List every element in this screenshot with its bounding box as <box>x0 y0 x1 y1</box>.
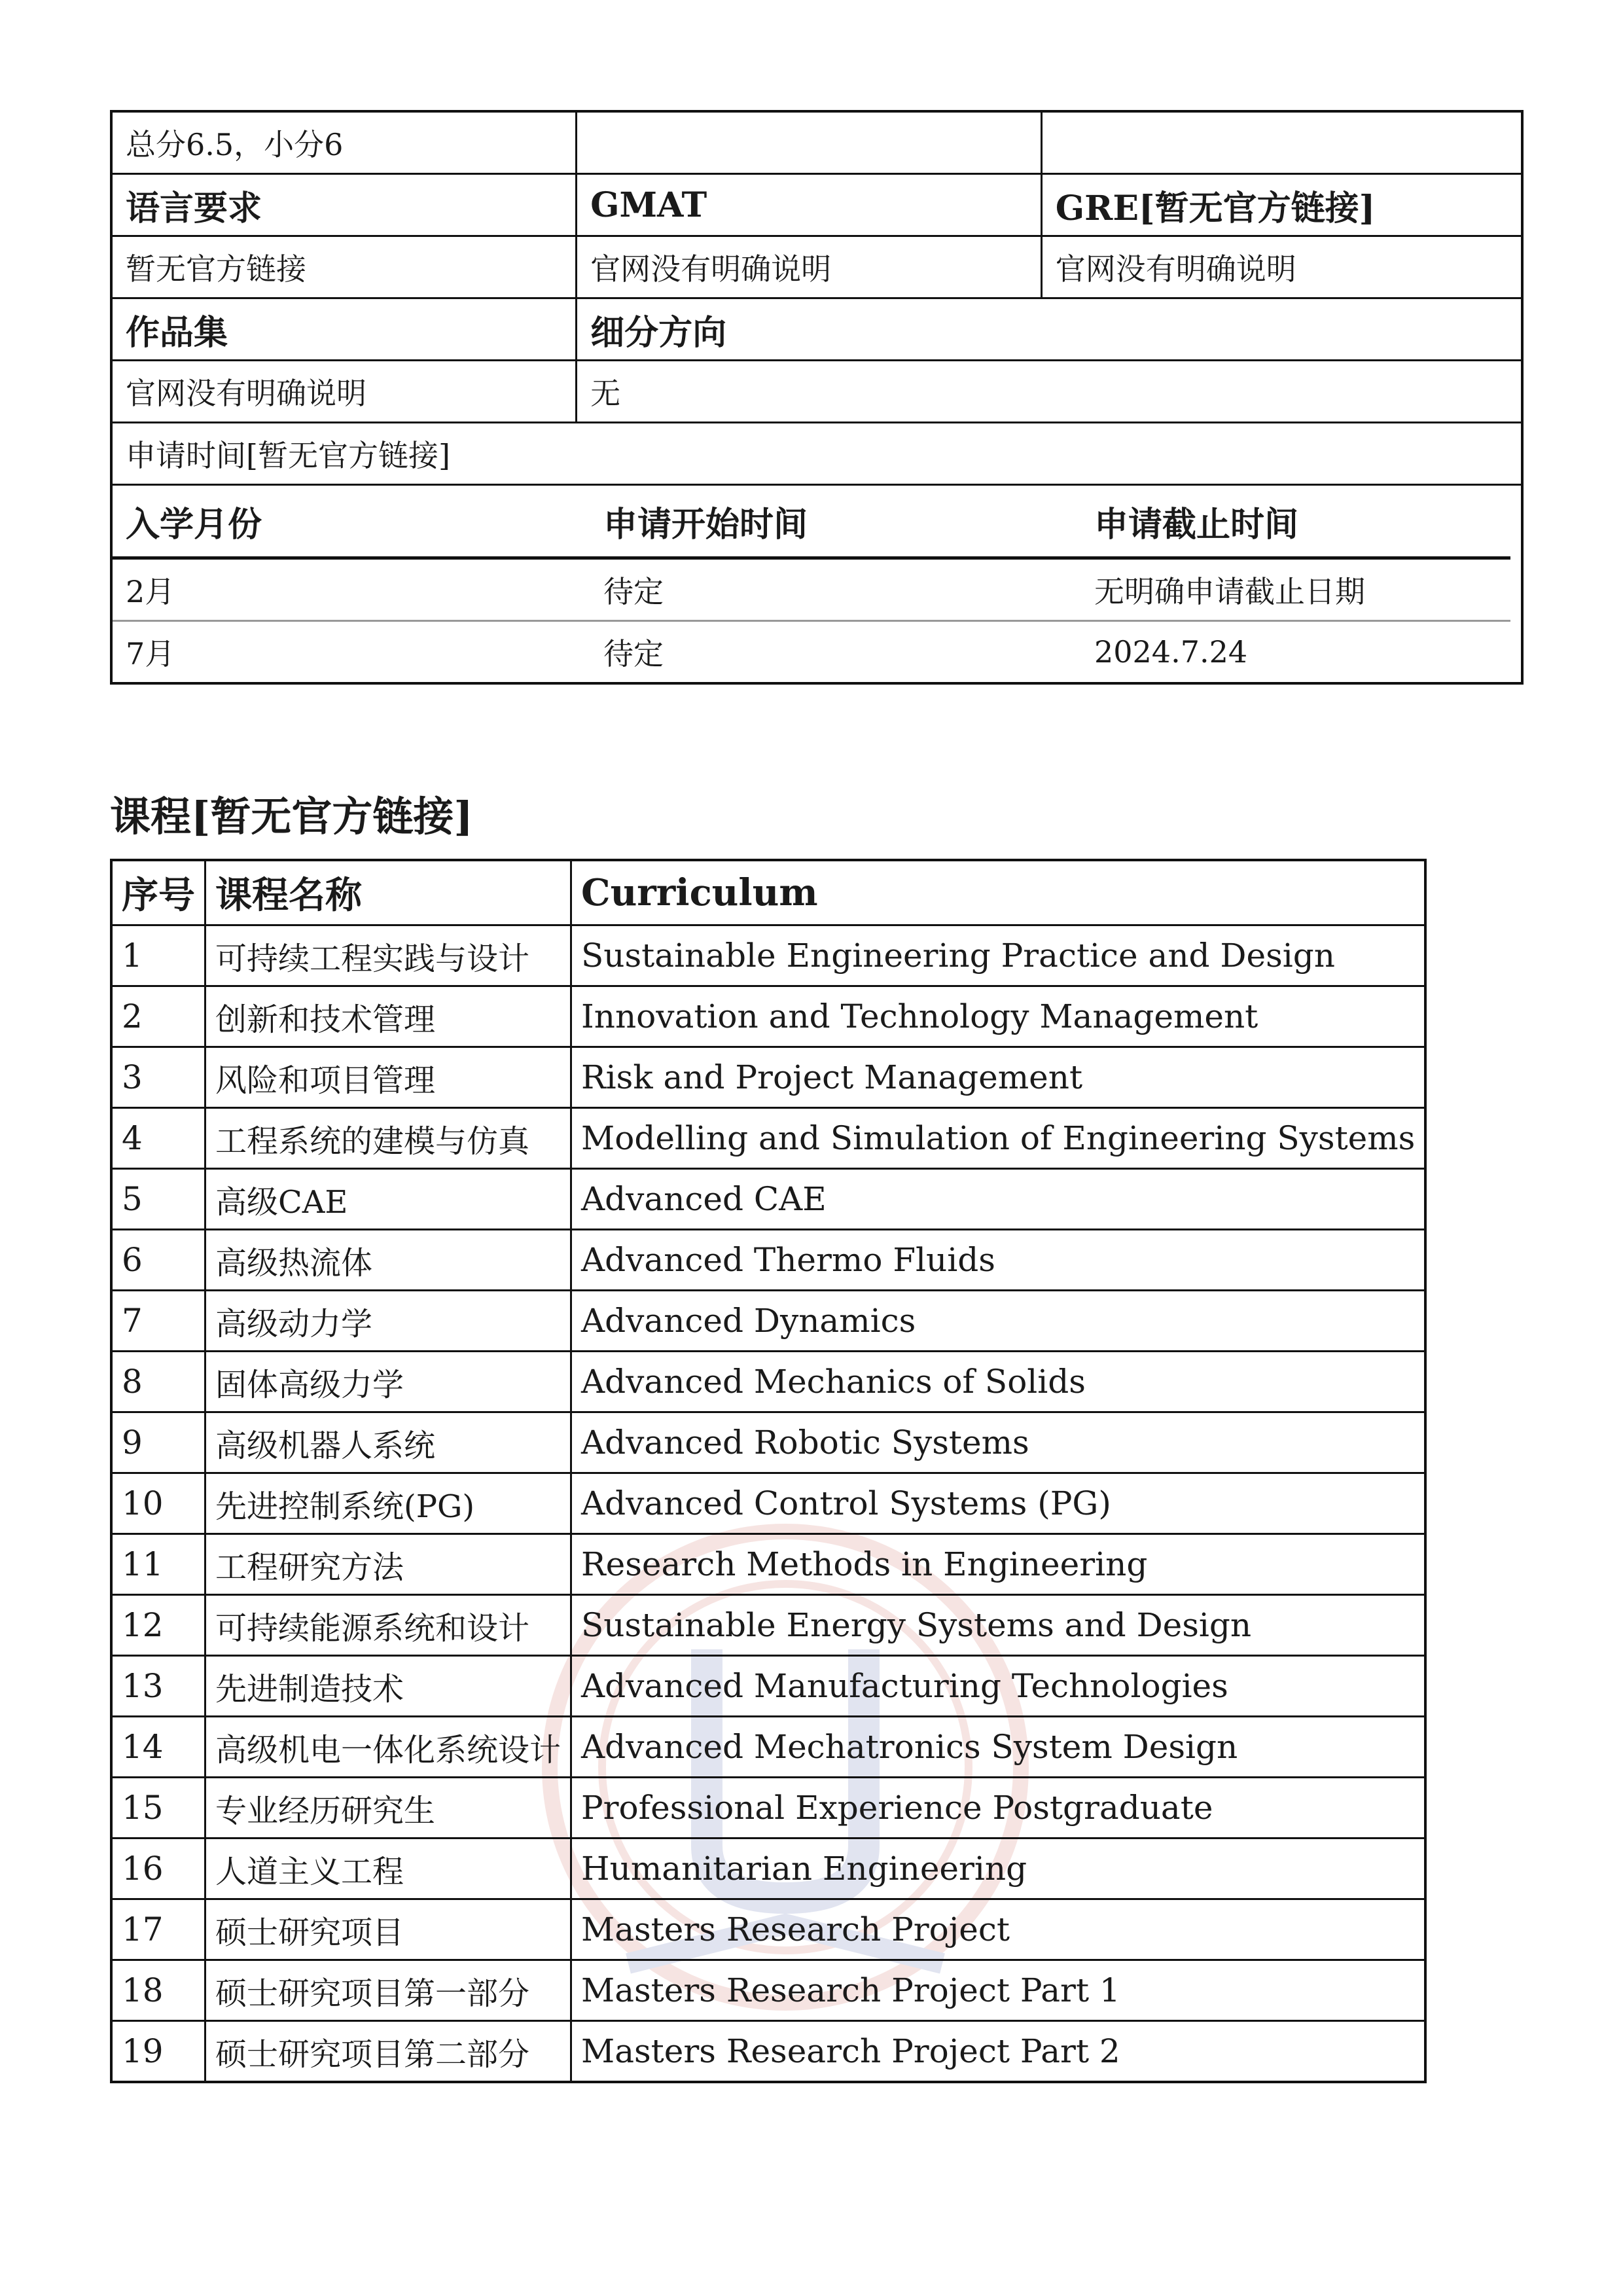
portfolio-value: 官网没有明确说明 <box>111 361 577 423</box>
gre-value: 官网没有明确说明 <box>1041 236 1522 298</box>
table-row <box>111 1169 1425 1230</box>
course-name-cn: 可持续能源系统和设计 <box>205 1595 571 1656</box>
course-index: 11 <box>111 1534 205 1595</box>
course-name-en: Research Methods in Engineering <box>571 1534 1426 1595</box>
course-name-cn: 专业经历研究生 <box>205 1778 571 1839</box>
table-row <box>111 1534 1425 1595</box>
course-name-en: Advanced Mechatronics System Design <box>571 1717 1426 1778</box>
course-name-en: Modelling and Simulation of Engineering Systems <box>571 1108 1426 1169</box>
course-name-cn: 高级热流体 <box>205 1230 571 1291</box>
table-row <box>111 1595 1425 1656</box>
course-index: 18 <box>111 1960 205 2021</box>
course-name-en: Advanced CAE <box>571 1169 1426 1230</box>
course-name-en: Sustainable Energy Systems and Design <box>571 1595 1426 1656</box>
course-name-en: Advanced Robotic Systems <box>571 1412 1426 1473</box>
course-name-cn: 高级CAE <box>205 1169 571 1230</box>
course-name-en: Advanced Control Systems (PG) <box>571 1473 1426 1534</box>
course-name-en: Professional Experience Postgraduate <box>571 1778 1426 1839</box>
empty-cell <box>1041 111 1522 174</box>
table-row <box>111 1839 1425 1899</box>
table-row <box>111 1108 1425 1169</box>
course-name-cn: 可持续工程实践与设计 <box>205 925 571 986</box>
deadline: 无明确申请截止日期 <box>1081 558 1510 621</box>
course-name-cn: 高级动力学 <box>205 1291 571 1352</box>
course-name-header: 课程名称 <box>205 860 571 925</box>
course-index: 1 <box>111 925 205 986</box>
course-index: 14 <box>111 1717 205 1778</box>
course-index: 10 <box>111 1473 205 1534</box>
course-index: 16 <box>111 1839 205 1899</box>
course-index: 9 <box>111 1412 205 1473</box>
table-row <box>111 361 1522 423</box>
table-row <box>111 111 1522 174</box>
course-name-cn: 先进制造技术 <box>205 1656 571 1717</box>
course-name-cn: 固体高级力学 <box>205 1352 571 1412</box>
course-name-cn: 风险和项目管理 <box>205 1047 571 1108</box>
language-value: 暂无官方链接 <box>111 236 577 298</box>
course-name-cn: 硕士研究项目第一部分 <box>205 1960 571 2021</box>
course-name-cn: 硕士研究项目 <box>205 1899 571 1960</box>
gmat-value: 官网没有明确说明 <box>577 236 1042 298</box>
portfolio-label: 作品集 <box>111 298 577 361</box>
table-row <box>111 174 1522 236</box>
course-index: 5 <box>111 1169 205 1230</box>
gmat-label: GMAT <box>577 174 1042 236</box>
start-time: 待定 <box>590 558 1081 621</box>
specialization-value: 无 <box>577 361 1522 423</box>
courses-body <box>111 925 1425 2083</box>
course-name-cn: 高级机器人系统 <box>205 1412 571 1473</box>
course-index: 15 <box>111 1778 205 1839</box>
empty-cell <box>577 111 1042 174</box>
deadline: 2024.7.24 <box>1094 634 1248 670</box>
course-name-en: Risk and Project Management <box>571 1047 1426 1108</box>
requirements-table <box>110 110 1524 685</box>
table-row <box>111 1230 1425 1291</box>
intake-month: 7月 <box>126 636 175 672</box>
table-row <box>111 1047 1425 1108</box>
course-index: 7 <box>111 1291 205 1352</box>
course-name-en: Advanced Manufacturing Technologies <box>571 1656 1426 1717</box>
course-index: 6 <box>111 1230 205 1291</box>
table-row <box>111 1960 1425 2021</box>
table-row <box>111 423 1522 485</box>
application-dates-table <box>113 486 1510 682</box>
table-row <box>111 986 1425 1047</box>
course-name-en: Sustainable Engineering Practice and Design <box>571 925 1426 986</box>
table-row <box>111 1717 1425 1778</box>
deadline-header: 申请截止时间 <box>1081 486 1510 558</box>
start-time-header: 申请开始时间 <box>590 486 1081 558</box>
course-name-en: Masters Research Project Part 2 <box>571 2021 1426 2083</box>
table-row <box>111 1291 1425 1352</box>
table-row <box>113 621 1510 683</box>
curriculum-header: Curriculum <box>571 860 1426 925</box>
table-row <box>111 1778 1425 1839</box>
course-name-cn: 工程研究方法 <box>205 1534 571 1595</box>
course-index: 4 <box>111 1108 205 1169</box>
table-row <box>111 1352 1425 1412</box>
course-index: 13 <box>111 1656 205 1717</box>
course-index: 2 <box>111 986 205 1047</box>
course-name-cn: 人道主义工程 <box>205 1839 571 1899</box>
intake-month: 2月 <box>113 558 590 621</box>
course-index: 8 <box>111 1352 205 1412</box>
table-header-row <box>111 860 1425 925</box>
table-row <box>113 558 1510 621</box>
table-row <box>111 1656 1425 1717</box>
course-index: 12 <box>111 1595 205 1656</box>
course-name-en: Advanced Dynamics <box>571 1291 1426 1352</box>
course-name-en: Advanced Thermo Fluids <box>571 1230 1426 1291</box>
table-row <box>111 1473 1425 1534</box>
course-name-en: Innovation and Technology Management <box>571 986 1426 1047</box>
index-header: 序号 <box>111 860 205 925</box>
course-name-cn: 工程系统的建模与仿真 <box>205 1108 571 1169</box>
course-index: 17 <box>111 1899 205 1960</box>
table-row <box>111 2021 1425 2083</box>
course-name-cn: 先进控制系统(PG) <box>205 1473 571 1534</box>
table-header-row <box>113 486 1510 558</box>
score-note: 总分6.5，小分6 <box>111 111 577 174</box>
application-time-label: 申请时间[暂无官方链接] <box>111 423 1522 485</box>
table-row <box>111 1412 1425 1473</box>
language-label: 语言要求 <box>111 174 577 236</box>
course-name-en: Advanced Mechanics of Solids <box>571 1352 1426 1412</box>
courses-table <box>110 859 1427 2083</box>
gre-label: GRE[暂无官方链接] <box>1041 174 1522 236</box>
application-dates-cell <box>111 485 1522 684</box>
specialization-label: 细分方向 <box>577 298 1522 361</box>
course-name-en: Humanitarian Engineering <box>571 1839 1426 1899</box>
table-row <box>111 485 1522 684</box>
table-row <box>111 1899 1425 1960</box>
course-name-cn: 硕士研究项目第二部分 <box>205 2021 571 2083</box>
course-index: 19 <box>111 2021 205 2083</box>
table-row <box>111 925 1425 986</box>
course-name-en: Masters Research Project Part 1 <box>571 1960 1426 2021</box>
course-name-cn: 高级机电一体化系统设计 <box>205 1717 571 1778</box>
start-time: 待定 <box>603 636 664 672</box>
table-row <box>111 298 1522 361</box>
course-name-cn: 创新和技术管理 <box>205 986 571 1047</box>
course-index: 3 <box>111 1047 205 1108</box>
intake-month-header: 入学月份 <box>113 486 590 558</box>
courses-title: 课程[暂无官方链接] <box>110 793 473 840</box>
course-name-en: Masters Research Project <box>571 1899 1426 1960</box>
table-row <box>111 236 1522 298</box>
